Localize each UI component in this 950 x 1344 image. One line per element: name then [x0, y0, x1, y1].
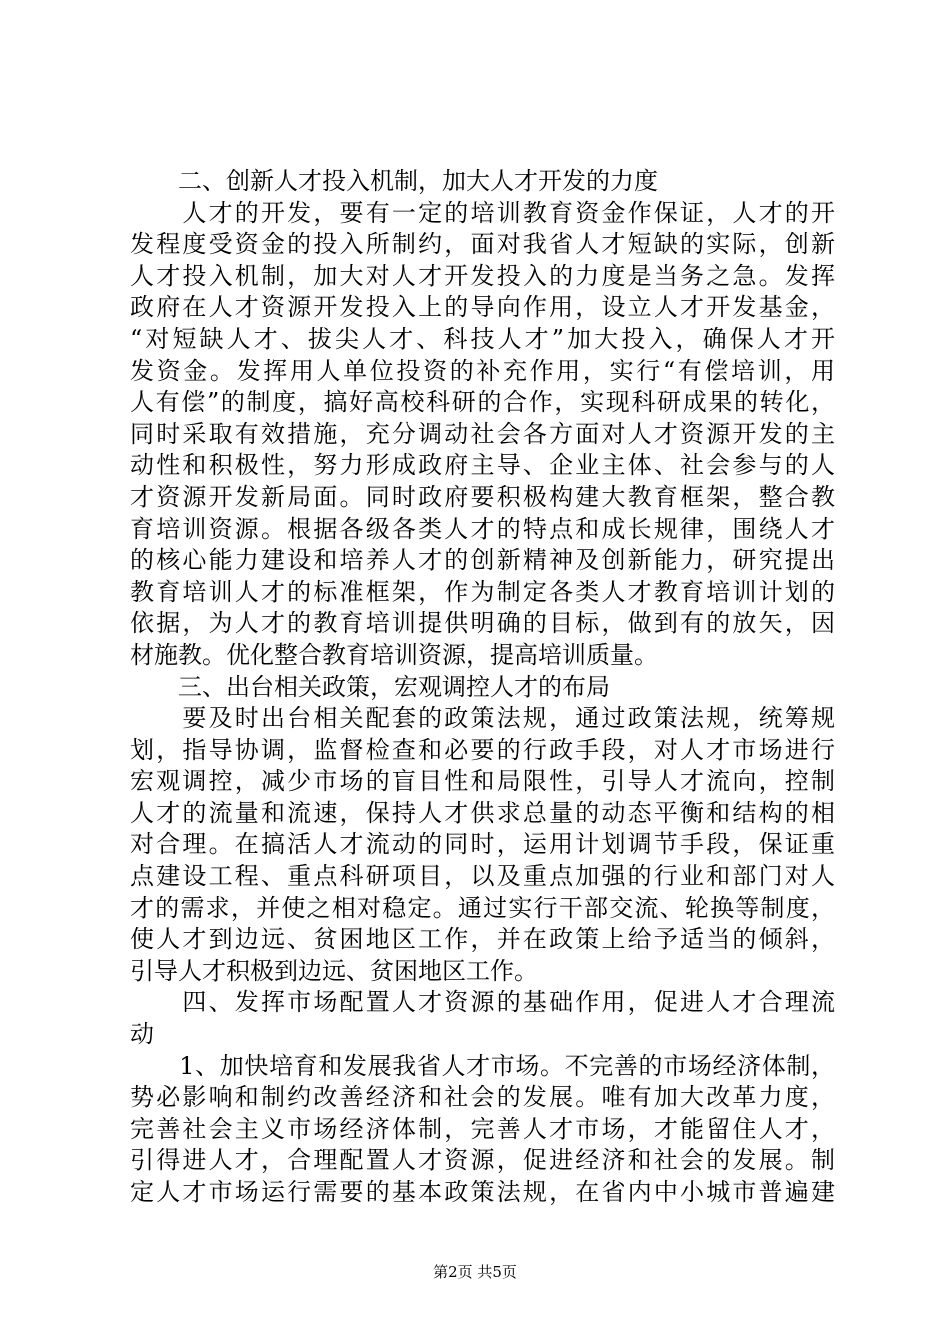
text-line: 依据，为人才的教育培训提供明确的目标，做到有的放矢，因 — [130, 609, 835, 638]
text-line: 划，指导协调，监督检查和必要的行政手段，对人才市场进行 — [130, 735, 835, 764]
text-line: 势必影响和制约改善经济和社会的发展。唯有加大改革力度， — [130, 1083, 835, 1112]
text-line: “对短缺人才、拔尖人才、科技人才”加大投入，确保人才开 — [130, 324, 835, 353]
page-footer: 第2页 共5页 — [433, 1263, 517, 1281]
text-line: 的核心能力建设和培养人才的创新精神及创新能力，研究提出 — [130, 546, 835, 575]
text-line: 发程度受资金的投入所制约，面对我省人才短缺的实际，创新 — [130, 230, 835, 259]
text-line: 点建设工程、重点科研项目，以及重点加强的行业和部门对人 — [130, 862, 835, 891]
text-line: 定人才市场运行需要的基本政策法规，在省内中小城市普遍建 — [130, 1178, 835, 1206]
text-line: 教育培训人才的标准框架，作为制定各类人才教育培训计划的 — [130, 577, 835, 606]
text-line: 引得进人才，合理配置人才资源，促进经济和社会的发展。制 — [130, 1146, 835, 1175]
text-line: 宏观调控，减少市场的盲目性和局限性，引导人才流向，控制 — [130, 767, 835, 796]
text-line: 人才投入机制，加大对人才开发投入的力度是当务之急。发挥 — [130, 261, 835, 290]
text-line: 要及时出台相关配套的政策法规，通过政策法规，统筹规 — [130, 704, 835, 733]
text-line: 动性和积极性，努力形成政府主导、企业主体、社会参与的人 — [130, 451, 835, 480]
text-line: 育培训资源。根据各级各类人才的特点和成长规律，围绕人才 — [130, 514, 835, 543]
text-line: 对合理。在搞活人才流动的同时，运用计划调节手段，保证重 — [130, 830, 835, 859]
text-line: 使人才到边远、贫困地区工作，并在政策上给予适当的倾斜， — [130, 925, 835, 954]
text-line: 才的需求，并使之相对稳定。通过实行干部交流、轮换等制度， — [130, 893, 835, 922]
section-heading: 四、发挥市场配置人才资源的基础作用，促进人才合理流 — [130, 988, 835, 1017]
document-body — [130, 166, 835, 1209]
text-line: 政府在人才资源开发投入上的导向作用，设立人才开发基金， — [130, 293, 835, 322]
text-line: 引导人才积极到边远、贫困地区工作。 — [130, 956, 538, 985]
text-line: 人才的开发，要有一定的培训教育资金作保证，人才的开 — [130, 198, 835, 227]
text-line: 1、加快培育和发展我省人才市场。不完善的市场经济体制， — [130, 1051, 835, 1080]
section-heading: 三、出台相关政策，宏观调控人才的布局 — [130, 672, 610, 701]
text-line: 发资金。发挥用人单位投资的补充作用，实行“有偿培训，用 — [130, 356, 835, 385]
text-line: 才资源开发新局面。同时政府要积极构建大教育框架，整合教 — [130, 482, 835, 511]
section-heading: 动 — [130, 1020, 154, 1049]
text-line: 完善社会主义市场经济体制，完善人才市场，才能留住人才， — [130, 1114, 835, 1143]
text-line: 材施教。优化整合教育培训资源，提高培训质量。 — [130, 640, 658, 669]
text-line: 人有偿”的制度，搞好高校科研的合作，实现科研成果的转化， — [130, 388, 835, 417]
text-line: 同时采取有效措施，充分调动社会各方面对人才资源开发的主 — [130, 419, 835, 448]
text-line: 人才的流量和流速，保持人才供求总量的动态平衡和结构的相 — [130, 798, 835, 827]
section-heading: 二、创新人才投入机制，加大人才开发的力度 — [130, 167, 658, 195]
